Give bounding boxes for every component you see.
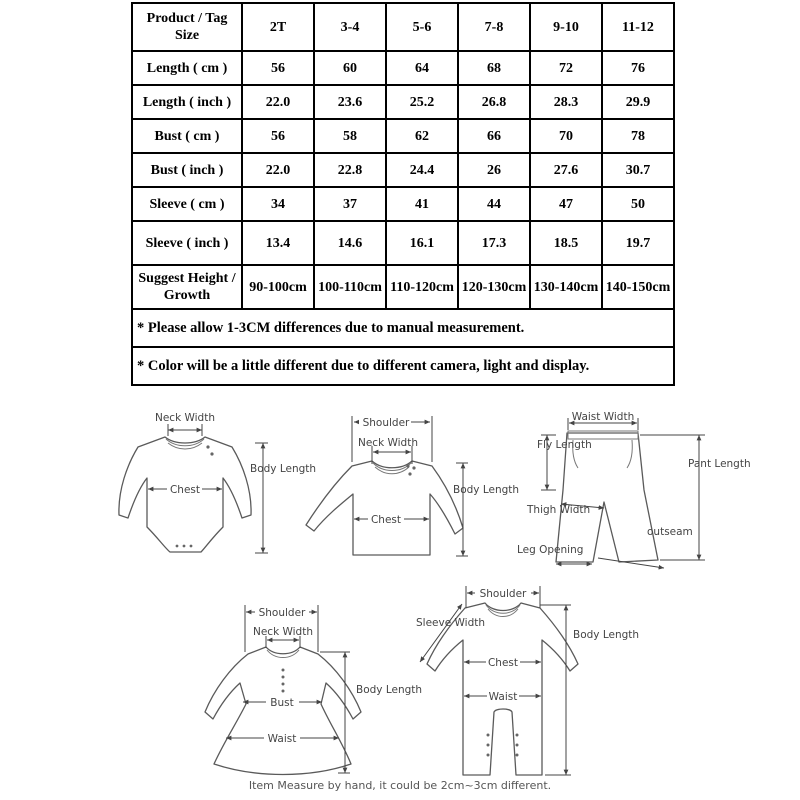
table-cell: 30.7 bbox=[602, 153, 674, 187]
column-header: 7-8 bbox=[458, 3, 530, 51]
dress-outline bbox=[205, 647, 361, 775]
pants-pant-length-label: Pant Length bbox=[688, 458, 751, 470]
top-chest-label: Chest bbox=[370, 514, 402, 526]
table-cell: 120-130cm bbox=[458, 265, 530, 309]
top-neck-width-label: Neck Width bbox=[357, 437, 419, 449]
table-cell: 22.0 bbox=[242, 85, 314, 119]
pants-outseam-label: outseam bbox=[647, 526, 693, 538]
table-cell: 68 bbox=[458, 51, 530, 85]
table-cell: 100-110cm bbox=[314, 265, 386, 309]
romper-sleeve-width-label: Sleeve Width bbox=[416, 617, 486, 629]
bodysuit-diagram bbox=[119, 412, 316, 553]
table-row bbox=[132, 187, 674, 221]
dress-body-length-label: Body Length bbox=[356, 684, 423, 696]
measurement-diagrams bbox=[0, 390, 800, 800]
table-cell: 16.1 bbox=[386, 221, 458, 265]
pants-outline bbox=[556, 433, 658, 562]
bodysuit-body-length-text: Body Length bbox=[250, 463, 317, 475]
table-cell: 90-100cm bbox=[242, 265, 314, 309]
table-cell: 66 bbox=[458, 119, 530, 153]
table-cell: 24.4 bbox=[386, 153, 458, 187]
table-cell: 13.4 bbox=[242, 221, 314, 265]
column-header: Product / Tag Size bbox=[132, 3, 242, 51]
table-cell: 22.0 bbox=[242, 153, 314, 187]
table-cell: 17.3 bbox=[458, 221, 530, 265]
table-cell: 26.8 bbox=[458, 85, 530, 119]
table-cell: 56 bbox=[242, 119, 314, 153]
romper-waist-label: Waist bbox=[488, 691, 518, 703]
table-cell: 62 bbox=[386, 119, 458, 153]
table-cell: 28.3 bbox=[530, 85, 602, 119]
top-shoulder-label: Shoulder bbox=[362, 417, 410, 429]
table-cell: 27.6 bbox=[530, 153, 602, 187]
note-row bbox=[132, 309, 674, 347]
column-header: 9-10 bbox=[530, 3, 602, 51]
measure-footnote: Item Measure by hand, it could be 2cm~3cm different. bbox=[248, 779, 552, 792]
table-cell: 140-150cm bbox=[602, 265, 674, 309]
table-cell: 34 bbox=[242, 187, 314, 221]
row-label: Sleeve ( cm ) bbox=[132, 187, 242, 221]
bodysuit-body-length-label bbox=[250, 463, 316, 475]
dress-diagram bbox=[205, 605, 422, 775]
pants-fly-length-text: Fly Length bbox=[537, 439, 592, 451]
table-row bbox=[132, 153, 674, 187]
dress-bust-label: Bust bbox=[270, 697, 294, 709]
top-diagram bbox=[306, 415, 519, 556]
row-label: Sleeve ( inch ) bbox=[132, 221, 242, 265]
romper-shoulder-label: Shoulder bbox=[479, 588, 527, 600]
row-label: Bust ( inch ) bbox=[132, 153, 242, 187]
table-cell: 22.8 bbox=[314, 153, 386, 187]
row-label: Bust ( cm ) bbox=[132, 119, 242, 153]
table-cell: 18.5 bbox=[530, 221, 602, 265]
table-row bbox=[132, 119, 674, 153]
column-header: 2T bbox=[242, 3, 314, 51]
row-label: Length ( inch ) bbox=[132, 85, 242, 119]
table-cell: 60 bbox=[314, 51, 386, 85]
color-note: * Color will be a little different due to different camera, light and display. bbox=[132, 347, 674, 385]
romper-body-length-label: Body Length bbox=[573, 629, 640, 641]
table-cell: 70 bbox=[530, 119, 602, 153]
table-row bbox=[132, 221, 674, 265]
table-cell: 29.9 bbox=[602, 85, 674, 119]
pants-waist-width-label: Waist Width bbox=[571, 411, 635, 423]
table-cell: 19.7 bbox=[602, 221, 674, 265]
table-cell: 50 bbox=[602, 187, 674, 221]
pants-diagram bbox=[517, 411, 751, 568]
table-cell: 41 bbox=[386, 187, 458, 221]
table-cell: 110-120cm bbox=[386, 265, 458, 309]
table-cell: 76 bbox=[602, 51, 674, 85]
column-header: 5-6 bbox=[386, 3, 458, 51]
column-header: 11-12 bbox=[602, 3, 674, 51]
table-row bbox=[132, 85, 674, 119]
table-cell: 14.6 bbox=[314, 221, 386, 265]
table-cell: 56 bbox=[242, 51, 314, 85]
top-body-length-label: Body Length bbox=[453, 484, 520, 496]
pants-fly-length-label bbox=[537, 439, 592, 451]
table-cell: 64 bbox=[386, 51, 458, 85]
pants-waistband bbox=[568, 431, 638, 439]
note-row bbox=[132, 347, 674, 385]
table-cell: 26 bbox=[458, 153, 530, 187]
row-label: Suggest Height / Growth bbox=[132, 265, 242, 309]
measurement-note: * Please allow 1-3CM differences due to manual measurement. bbox=[132, 309, 674, 347]
table-cell: 130-140cm bbox=[530, 265, 602, 309]
pants-leg-opening-label: Leg Opening bbox=[517, 544, 584, 556]
table-cell: 78 bbox=[602, 119, 674, 153]
table-row bbox=[132, 265, 674, 309]
table-header-row bbox=[132, 3, 674, 51]
table-cell: 47 bbox=[530, 187, 602, 221]
table-cell: 44 bbox=[458, 187, 530, 221]
table-row bbox=[132, 51, 674, 85]
romper-diagram bbox=[416, 586, 639, 775]
romper-chest-label: Chest bbox=[487, 657, 519, 669]
dress-waist-label: Waist bbox=[267, 733, 297, 745]
table-cell: 23.6 bbox=[314, 85, 386, 119]
table-cell: 25.2 bbox=[386, 85, 458, 119]
table-cell: 58 bbox=[314, 119, 386, 153]
column-header: 3-4 bbox=[314, 3, 386, 51]
row-label: Length ( cm ) bbox=[132, 51, 242, 85]
dress-shoulder-label: Shoulder bbox=[258, 607, 306, 619]
top-outline bbox=[306, 461, 463, 555]
table-cell: 72 bbox=[530, 51, 602, 85]
dress-neck-width-label: Neck Width bbox=[252, 626, 314, 638]
bodysuit-chest-label: Chest bbox=[169, 484, 201, 496]
pants-thigh-width-label: Thigh Width bbox=[527, 504, 591, 516]
bodysuit-neck-width-label: Neck Width bbox=[154, 412, 216, 424]
size-chart-table bbox=[131, 2, 675, 386]
table-cell: 37 bbox=[314, 187, 386, 221]
